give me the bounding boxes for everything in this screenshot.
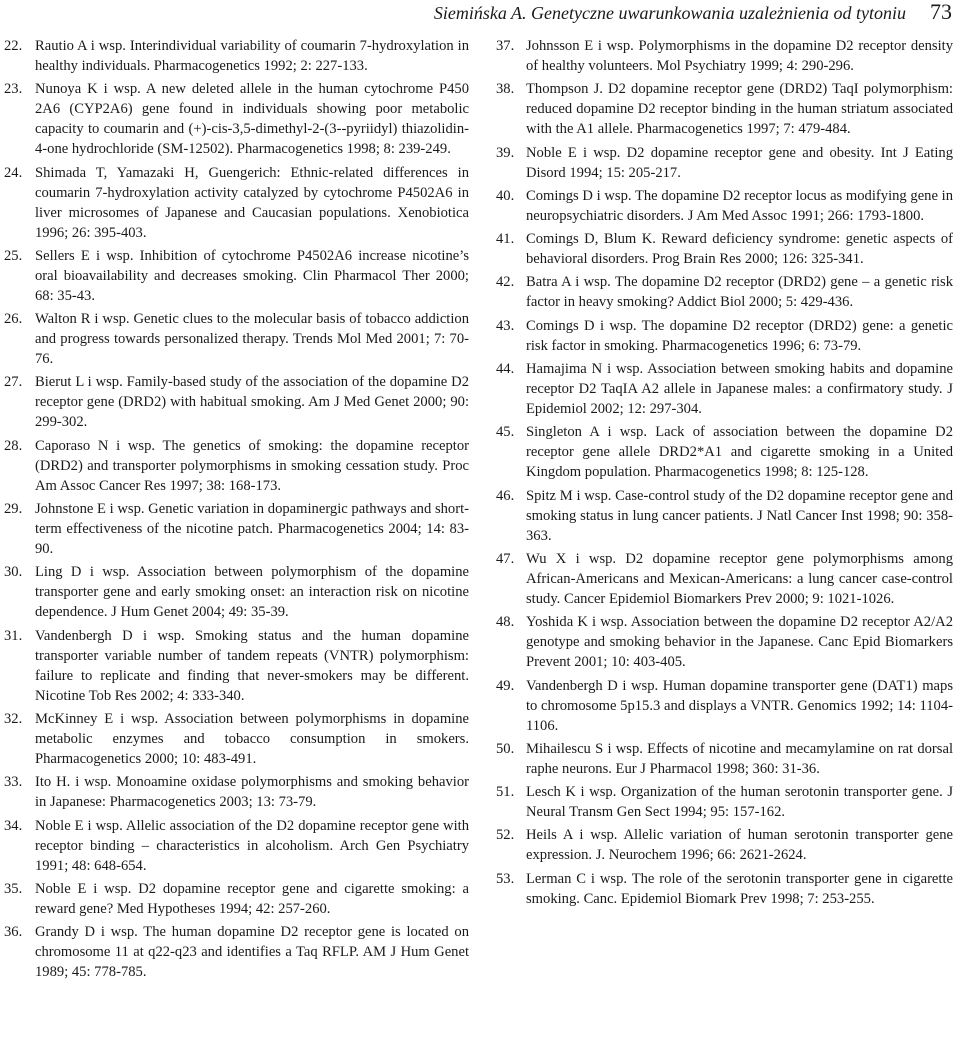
reference-number: 49. [496, 677, 515, 694]
reference-number: 47. [496, 550, 515, 567]
reference-text: Thompson J. D2 dopamine receptor gene (DRD2) TaqI polymorphism: reduced dopamine D2 receptor binding in the human striatum associated with the A1 allele. Pharmacogenetics 1997; 7: 479-484. [526, 81, 953, 138]
reference-number: 35. [4, 880, 23, 897]
reference-number: 39. [496, 144, 515, 161]
reference-number: 41. [496, 231, 515, 248]
reference-item [495, 359, 953, 419]
reference-item [495, 676, 953, 736]
reference-item [4, 163, 469, 243]
reference-text: Sellers E i wsp. Inhibition of cytochrome P4502A6 increase nicotine’s oral bioavailability and decreases smoking. Clin Pharmacol Ther 2000; 68: 35-43. [35, 247, 469, 304]
reference-item [495, 782, 953, 822]
reference-item [495, 422, 953, 482]
reference-item [495, 36, 953, 76]
reference-text: Comings D i wsp. The dopamine D2 receptor (DRD2) gene: a genetic risk factor in smoking. Pharmacogenetics 1996; 6: 73-79. [526, 317, 953, 354]
reference-text: Hamajima N i wsp. Association between smoking habits and dopamine receptor D2 TaqIA A2 allele in Japanese males: a confirmatory study. J Epidemiol 2002; 12: 297-304. [526, 361, 953, 418]
reference-item [4, 499, 469, 559]
references-left-column [4, 36, 469, 985]
reference-text: Bierut L i wsp. Family-based study of the association of the dopamine D2 receptor gene (DRD2) with habitual smoking. Am J Med Genet 2000; 90: 299-302. [35, 374, 469, 431]
reference-item [495, 186, 953, 226]
reference-text: Spitz M i wsp. Case-control study of the D2 dopamine receptor gene and smoking status in lung cancer patients. J Natl Cancer Inst 1998; 90: 358-363. [526, 487, 953, 544]
reference-item [4, 562, 469, 622]
reference-number: 34. [4, 817, 23, 834]
reference-number: 52. [496, 827, 515, 844]
reference-item [4, 626, 469, 706]
reference-text: Ito H. i wsp. Monoamine oxidase polymorphisms and smoking behavior in Japanese: Pharmacogenetics 2003; 13: 73-79. [35, 774, 469, 811]
reference-number: 27. [4, 374, 23, 391]
reference-number: 53. [496, 870, 515, 887]
reference-text: Shimada T, Yamazaki H, Guengerich: Ethnic-related differences in coumarin 7-hydroxylation activity catalyzed by cytochrome P4502A6 in liver microsomes of Japanese and Caucasian populations. Xenobiotica 1996; 26: 395-403. [35, 164, 469, 241]
reference-number: 40. [496, 187, 515, 204]
reference-number: 25. [4, 247, 23, 264]
reference-number: 26. [4, 311, 23, 328]
reference-text: Heils A i wsp. Allelic variation of human serotonin transporter gene expression. J. Neurochem 1996; 66: 2621-2624. [526, 827, 953, 864]
reference-text: Yoshida K i wsp. Association between the dopamine D2 receptor A2/A2 genotype and smoking behavior in the Japanese. Canc Epid Biomarkers Prevent 2001; 10: 403-405. [526, 614, 953, 671]
reference-text: Noble E i wsp. Allelic association of the D2 dopamine receptor gene with receptor binding – characteristics in alcoholism. Arch Gen Psychiatry 1991; 48: 648-654. [35, 817, 469, 874]
reference-text: Noble E i wsp. D2 dopamine receptor gene and cigarette smoking: a reward gene? Med Hypotheses 1994; 42: 257-260. [35, 880, 469, 917]
reference-item [495, 143, 953, 183]
reference-item [4, 709, 469, 769]
reference-text: McKinney E i wsp. Association between polymorphisms in dopamine metabolic enzymes and tobacco consumption in smokers. Pharmacogenetics 2000; 10: 483-491. [35, 710, 469, 767]
reference-text: Singleton A i wsp. Lack of association between the dopamine D2 receptor gene allele DRD2*A1 and cigarette smoking in a United Kingdom population. Pharmacogenetics 1998; 8: 125-128. [526, 424, 953, 481]
reference-text: Johnsson E i wsp. Polymorphisms in the dopamine D2 receptor density of healthy volunteers. Mol Psychiatry 1999; 4: 290-296. [526, 38, 953, 74]
reference-item [495, 612, 953, 672]
reference-text: Comings D, Blum K. Reward deficiency syndrome: genetic aspects of behavioral disorders. Prog Brain Res 2000; 126: 325-341. [526, 231, 953, 268]
reference-text: Batra A i wsp. The dopamine D2 receptor (DRD2) gene – a genetic risk factor in heavy smoking? Addict Biol 2000; 5: 429-436. [526, 274, 953, 311]
reference-number: 37. [496, 38, 515, 54]
reference-text: Lesch K i wsp. Organization of the human serotonin transporter gene. J Neural Transm Gen Sect 1994; 95: 157-162. [526, 784, 953, 821]
reference-item [4, 922, 469, 982]
reference-number: 42. [496, 274, 515, 291]
reference-number: 22. [4, 38, 23, 54]
running-title: Siemińska A. Genetyczne uwarunkowania uzależnienia od tytoniu [433, 3, 906, 23]
reference-text: Comings D i wsp. The dopamine D2 receptor locus as modifying gene in neuropsychiatric disorders. J Am Med Assoc 1991; 266: 1793-1800. [526, 187, 953, 224]
reference-text: Grandy D i wsp. The human dopamine D2 receptor gene is located on chromosome 11 at q22-q23 and identifies a Taq RFLP. AM J Hum Genet 1989; 45: 778-785. [35, 924, 469, 981]
reference-number: 44. [496, 361, 515, 378]
reference-number: 23. [4, 81, 23, 98]
reference-item [495, 869, 953, 909]
reference-item [4, 309, 469, 369]
reference-number: 28. [4, 437, 23, 454]
reference-text: Rautio A i wsp. Interindividual variability of coumarin 7-hydroxylation in healthy individuals. Pharmacogenetics 1992; 2: 227-133. [35, 38, 469, 74]
reference-number: 43. [496, 317, 515, 334]
reference-text: Wu X i wsp. D2 dopamine receptor gene polymorphisms among African-Americans and Mexican-Americans: a lung cancer case-control study. Cancer Epidemiol Biomarkers Prev 2000; 9: 1021-1026. [526, 550, 953, 607]
reference-item [4, 372, 469, 432]
reference-item [495, 316, 953, 356]
reference-item [495, 272, 953, 312]
reference-number: 30. [4, 564, 23, 581]
reference-text: Vandenbergh D i wsp. Human dopamine transporter gene (DAT1) maps to chromosome 5p15.3 and displays a VNTR. Genomics 1992; 14: 1104-1106. [526, 677, 953, 734]
reference-item [4, 772, 469, 812]
reference-number: 32. [4, 710, 23, 727]
reference-item [4, 816, 469, 876]
reference-item [495, 549, 953, 609]
reference-number: 36. [4, 924, 23, 941]
reference-text: Mihailescu S i wsp. Effects of nicotine and mecamylamine on rat dorsal raphe neurons. Eur J Pharmacol 1998; 360: 31-36. [526, 740, 953, 777]
reference-item [495, 739, 953, 779]
reference-text: Ling D i wsp. Association between polymorphism of the dopamine transporter gene and early smoking onset: an interaction risk on nicotine dependence. J Hum Genet 2004; 49: 35-39. [35, 564, 469, 621]
page-number: 73 [930, 0, 952, 24]
page-header [434, 0, 952, 28]
reference-text: Nunoya K i wsp. A new deleted allele in the human cytochrome P450 2A6 (CYP2A6) gene found in individuals showing poor metabolic capacity to coumarin and (+)-cis-3,5-dimethyl-2-(3--pyriidyl) thiazolidin-4-one hydrochloride (SM-12502). Pharmacogenetics 1998; 8: 239-249. [35, 81, 469, 158]
reference-item [4, 246, 469, 306]
reference-item [4, 36, 469, 76]
reference-item [4, 79, 469, 159]
reference-item [495, 825, 953, 865]
reference-text: Johnstone E i wsp. Genetic variation in dopaminergic pathways and short-term effectiveness of the nicotine patch. Pharmacogenetics 2004; 14: 83-90. [35, 501, 469, 558]
reference-item [4, 436, 469, 496]
reference-number: 48. [496, 614, 515, 631]
reference-text: Lerman C i wsp. The role of the serotonin transporter gene in cigarette smoking. Canc. Epidemiol Biomark Prev 1998; 7: 253-255. [526, 870, 953, 907]
reference-number: 46. [496, 487, 515, 504]
reference-item [495, 486, 953, 546]
reference-number: 45. [496, 424, 515, 441]
reference-number: 29. [4, 501, 23, 518]
reference-number: 24. [4, 164, 23, 181]
reference-number: 33. [4, 774, 23, 791]
reference-text: Vandenbergh D i wsp. Smoking status and the human dopamine transporter variable number of tandem repeats (VNTR) polymorphism: failure to replicate and finding that never-smokers may be different. Nicotine Tob Res 2002; 4: 333-340. [35, 627, 469, 704]
reference-text: Caporaso N i wsp. The genetics of smoking: the dopamine receptor (DRD2) and transporter polymorphisms in smoking cessation study. Proc Am Assoc Cancer Res 1997; 38: 168-173. [35, 437, 469, 494]
reference-text: Walton R i wsp. Genetic clues to the molecular basis of tobacco addiction and progress towards personalized therapy. Trends Mol Med 2001; 7: 70-76. [35, 311, 469, 368]
reference-item [495, 229, 953, 269]
reference-number: 31. [4, 627, 23, 644]
reference-number: 50. [496, 740, 515, 757]
reference-item [4, 879, 469, 919]
references-right-column [495, 36, 953, 912]
reference-number: 38. [496, 81, 515, 98]
reference-text: Noble E i wsp. D2 dopamine receptor gene and obesity. Int J Eating Disord 1994; 15: 205-217. [526, 144, 953, 181]
reference-number: 51. [496, 784, 515, 801]
reference-item [495, 79, 953, 139]
